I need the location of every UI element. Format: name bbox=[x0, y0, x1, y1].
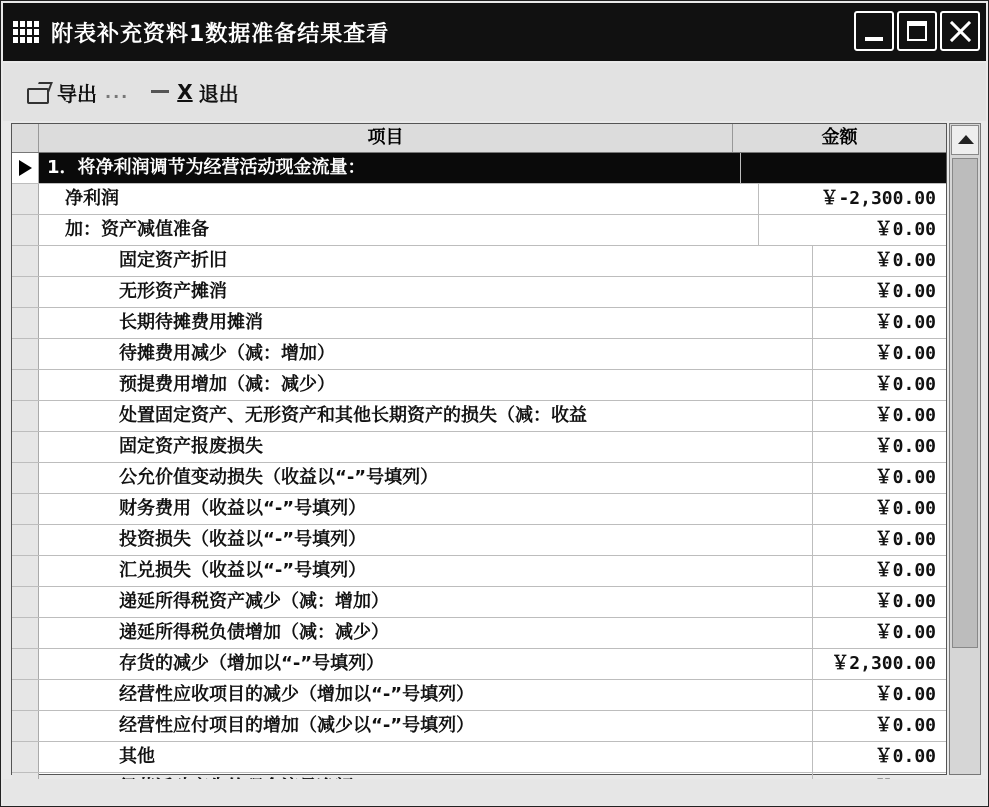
toolbar bbox=[3, 63, 986, 121]
row-selector[interactable] bbox=[12, 339, 39, 369]
item-cell: 预提费用增加（减：减少） bbox=[39, 370, 813, 400]
amount-cell: ￥0.00 bbox=[874, 343, 936, 364]
table-row[interactable] bbox=[12, 277, 946, 308]
export-button[interactable] bbox=[25, 78, 129, 107]
amount-cell: ￥0.00 bbox=[874, 281, 936, 302]
item-cell: 递延所得税资产减少（减：增加） bbox=[39, 587, 813, 617]
row-selector[interactable] bbox=[12, 401, 39, 431]
amount-cell: ￥0.00 bbox=[874, 312, 936, 333]
scroll-up-arrow-icon[interactable] bbox=[951, 125, 979, 155]
table-row[interactable] bbox=[12, 339, 946, 370]
table-row[interactable] bbox=[12, 308, 946, 339]
exit-accelerator: X bbox=[177, 80, 193, 104]
table-row[interactable] bbox=[12, 432, 946, 463]
item-cell: 长期待摊费用摊消 bbox=[39, 308, 813, 338]
amount-cell: ￥0.00 bbox=[874, 529, 936, 550]
exit-icon bbox=[151, 85, 171, 99]
table-row[interactable] bbox=[12, 649, 946, 680]
exit-label: 退出 bbox=[198, 81, 239, 106]
export-ellipsis: ... bbox=[105, 82, 130, 102]
amount-cell: ￥0.00 bbox=[874, 560, 936, 581]
row-selector[interactable] bbox=[12, 618, 39, 648]
item-cell: 存货的减少（增加以“-”号填列） bbox=[39, 649, 813, 679]
item-cell: 待摊费用减少（减：增加） bbox=[39, 339, 813, 369]
window-title: 附表补充资料1数据准备结果查看 bbox=[51, 21, 390, 47]
table-row[interactable] bbox=[12, 587, 946, 618]
grid-header bbox=[12, 124, 946, 153]
item-cell: 公允价值变动损失（收益以“-”号填列） bbox=[39, 463, 813, 493]
amount-cell: ￥0.00 bbox=[874, 715, 936, 736]
amount-cell bbox=[741, 153, 946, 183]
row-selector[interactable] bbox=[12, 587, 39, 617]
table-row[interactable] bbox=[12, 370, 946, 401]
table-row[interactable] bbox=[12, 618, 946, 649]
amount-cell: ￥0.00 bbox=[874, 684, 936, 705]
data-grid bbox=[11, 123, 947, 775]
amount-cell: ￥0.00 bbox=[874, 405, 936, 426]
amount-cell: ￥0.00 bbox=[874, 219, 936, 240]
item-cell: 净利润 bbox=[39, 184, 759, 214]
maximize-button[interactable] bbox=[897, 11, 937, 51]
amount-cell: ￥0.00 bbox=[874, 467, 936, 488]
table-row[interactable] bbox=[12, 494, 946, 525]
minimize-button[interactable] bbox=[854, 11, 894, 51]
amount-cell: ￥-2,300.00 bbox=[820, 188, 936, 209]
export-icon bbox=[25, 82, 51, 102]
row-selector[interactable] bbox=[12, 215, 39, 245]
item-cell: 固定资产折旧 bbox=[39, 246, 813, 276]
table-row[interactable] bbox=[12, 525, 946, 556]
table-row[interactable] bbox=[12, 215, 946, 246]
table-row[interactable] bbox=[12, 742, 946, 773]
row-selector[interactable] bbox=[12, 649, 39, 679]
header-selector-cell bbox=[12, 124, 39, 152]
item-cell: 财务费用（收益以“-”号填列） bbox=[39, 494, 813, 524]
export-label: 导出 bbox=[57, 81, 97, 106]
amount-cell: ￥2,300.00 bbox=[831, 653, 936, 674]
exit-button[interactable] bbox=[151, 78, 238, 107]
row-selector[interactable] bbox=[12, 525, 39, 555]
scrollbar-thumb[interactable] bbox=[952, 158, 978, 648]
row-selector[interactable] bbox=[12, 680, 39, 710]
item-cell: 递延所得税负债增加（减：减少） bbox=[39, 618, 813, 648]
app-grid-icon bbox=[13, 21, 39, 43]
table-row[interactable] bbox=[12, 401, 946, 432]
row-selector[interactable] bbox=[12, 742, 39, 772]
item-cell: 1．将净利润调节为经营活动现金流量： bbox=[39, 153, 741, 183]
row-selector[interactable] bbox=[12, 711, 39, 741]
vertical-scrollbar[interactable] bbox=[949, 123, 981, 775]
amount-cell: ￥0.00 bbox=[874, 591, 936, 612]
amount-cell: ￥0.00 bbox=[874, 250, 936, 271]
item-cell: 无形资产摊消 bbox=[39, 277, 813, 307]
table-row[interactable] bbox=[12, 463, 946, 494]
table-row[interactable] bbox=[12, 556, 946, 587]
column-header-item[interactable]: 项目 bbox=[39, 124, 733, 152]
item-cell: 处置固定资产、无形资产和其他长期资产的损失（减：收益 bbox=[39, 401, 813, 431]
column-header-amount[interactable]: 金额 bbox=[821, 127, 858, 148]
row-selector[interactable] bbox=[12, 432, 39, 462]
table-row[interactable] bbox=[12, 184, 946, 215]
item-cell: 经营性应付项目的增加（减少以“-”号填列） bbox=[39, 711, 813, 741]
close-button[interactable] bbox=[940, 11, 980, 51]
amount-cell: ￥0.00 bbox=[874, 374, 936, 395]
amount-cell: ￥0.00 bbox=[874, 498, 936, 519]
item-cell: 固定资产报废损失 bbox=[39, 432, 813, 462]
row-selector[interactable] bbox=[12, 556, 39, 586]
row-selector[interactable] bbox=[12, 494, 39, 524]
row-selector[interactable] bbox=[12, 246, 39, 276]
item-cell: 其他 bbox=[39, 742, 813, 772]
amount-cell: ￥0.00 bbox=[874, 622, 936, 643]
amount-cell: ￥0.00 bbox=[874, 746, 936, 767]
row-selector[interactable] bbox=[12, 308, 39, 338]
row-selector[interactable] bbox=[12, 463, 39, 493]
row-selector[interactable] bbox=[12, 277, 39, 307]
amount-cell: ￥0.00 bbox=[874, 436, 936, 457]
item-cell: 经营性应收项目的减少（增加以“-”号填列） bbox=[39, 680, 813, 710]
table-row[interactable] bbox=[12, 246, 946, 277]
row-pointer-icon bbox=[12, 153, 39, 183]
row-selector[interactable] bbox=[12, 370, 39, 400]
status-bar bbox=[3, 779, 986, 805]
table-row[interactable] bbox=[12, 680, 946, 711]
table-row[interactable] bbox=[12, 153, 946, 184]
row-selector[interactable] bbox=[12, 184, 39, 214]
title-bar[interactable] bbox=[3, 3, 986, 61]
item-cell: 加：资产减值准备 bbox=[39, 215, 759, 245]
table-row[interactable] bbox=[12, 711, 946, 742]
item-cell: 汇兑损失（收益以“-”号填列） bbox=[39, 556, 813, 586]
item-cell: 投资损失（收益以“-”号填列） bbox=[39, 525, 813, 555]
